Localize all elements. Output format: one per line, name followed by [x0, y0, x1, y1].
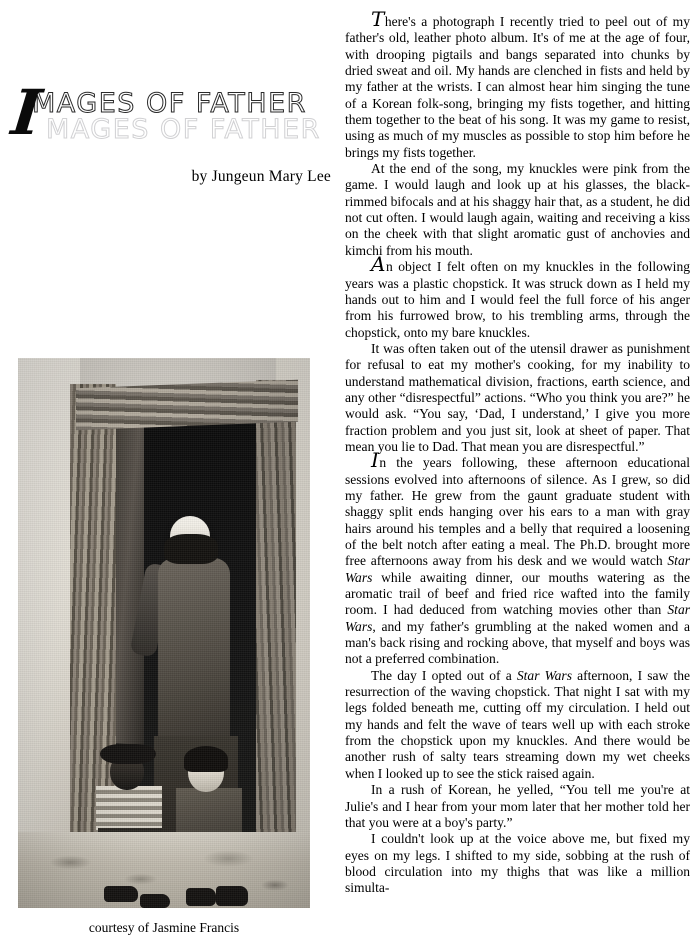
left-column	[0, 0, 340, 944]
article-paragraph	[345, 782, 690, 831]
article-photograph	[18, 358, 310, 908]
article-title-shadow-text: MAGES OF FATHER	[46, 114, 321, 145]
article-title-rest: MAGES OF FATHER	[32, 88, 307, 119]
italic-title: Star Wars	[345, 602, 690, 634]
italic-title: Star Wars	[345, 553, 690, 585]
article-paragraph	[345, 341, 690, 455]
paragraph-text: afternoon, I saw the resurrection of the waving chopstick. That night I sat with my legs folded beneath me, cutting off my circulation. I held out my hands and felt the wave of tears well up with each stroke from the chopstick upon my knuckles. And there would be another rush of salty tears streaming down my wet cheeks when I looked up to see the stick raised again.	[345, 667, 691, 781]
article-title	[8, 76, 334, 166]
paragraph-text: while awaiting dinner, our mouths watering as the aromatic trail of beef and fried rice wafted into the family room. I had deduced from watching movies other than	[345, 569, 690, 618]
photo-vignette	[18, 358, 310, 908]
article-photo-figure	[18, 358, 310, 936]
article-paragraph	[345, 252, 690, 341]
paragraph-text: In a rush of Korean, he yelled, “You tell me you're at Julie's and I hear from your mom later that her mother told her that you were at a boy's party.”	[345, 782, 690, 830]
paragraph-text: , and my father's grumbling at the naked women and a man's back rising and rocking above, that myself and boys was not a preferred combination.	[345, 618, 690, 667]
paragraph-dropcap: A	[371, 252, 386, 277]
italic-title: Star Wars	[516, 667, 572, 683]
article-paragraph	[345, 448, 690, 667]
article-byline: by Jungeun Mary Lee	[191, 168, 331, 185]
article-paragraph	[345, 668, 690, 782]
paragraph-text: I couldn't look up at the voice above me, but fixed my eyes on my legs. I shifted to my side, sobbing at the rush of blood circulation into my thighs that was like a million simulta-	[345, 831, 690, 896]
article-title-text	[8, 76, 307, 149]
article-paragraph	[345, 7, 690, 161]
paragraph-text: At the end of the song, my knuckles were pink from the game. I would laugh and look up at his glasses, the black-rimmed bifocals and at his shaggy hair that, as a student, he did not cut often. I would laugh again, waiting and receiving a kiss on the cheek with that slight aromatic gust of anchovies and kimchi from his mouth.	[345, 161, 690, 258]
article-body	[345, 7, 691, 897]
paragraph-text: n object I felt often on my knuckles in the following years was a plastic chopstick. It was struck down as I held my hands out to him and I would feel the full force of his anger from his furrowed brow, to his trembling arms, through the chopstick, onto my bare knuckles.	[345, 259, 690, 340]
article-paragraph	[345, 161, 690, 259]
article-paragraph	[345, 831, 690, 896]
paragraph-dropcap: I	[371, 448, 379, 473]
article-title-dropcap: I	[8, 76, 46, 149]
paragraph-text: n the years following, these afternoon educational sessions evolved into afternoons of silence. As I grew, so did my father. He grew from the gaunt graduate student with shaggy split ends hanging over his ears to a man with gray hairs around his temples and a belly that required a loosening of the belt notch after eating a meal. The Ph.D. brought more free afternoons away from his desk and we would watch	[345, 455, 690, 569]
paragraph-dropcap: T	[371, 7, 385, 31]
photo-caption: courtesy of Jasmine Francis	[88, 920, 240, 935]
paragraph-text: It was often taken out of the utensil drawer as punishment for refusal to eat my mother's cooking, for my inability to understand mathematical division, fractions, earth science, and any other “disrespectful” actions. “Who you think you are?” he would ask. “You say, ‘Dad, I understand,’ I give you more fraction problem and you just sit, look at sheet of paper. That mean you lie to Dad. That mean you are disrespectful.”	[345, 340, 690, 454]
paragraph-text: here's a photograph I recently tried to peel out of my father's old, leather photo album. It's of me at the age of four, with drooping pigtails and bangs separated into chunks by dried sweat and oil. My hands are clenched in fists and held by my father at the wrists. I can almost hear him singing the tune of a Korean folk-song, bringing my fists together, and hitting them together to the beat of his song. It was my game to resist, using as much of my muscles as possible to stop him before he brings my fists together.	[345, 14, 690, 160]
paragraph-text: The day I opted out of a	[371, 667, 517, 683]
